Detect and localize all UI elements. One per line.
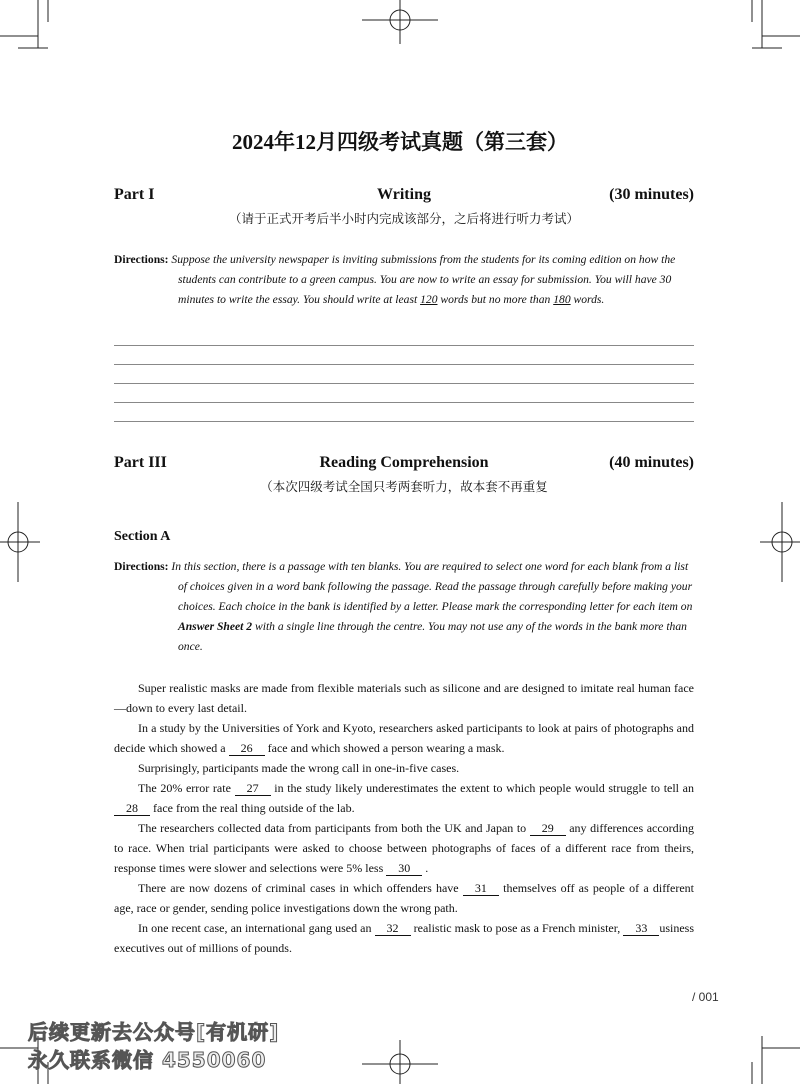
part1-directions bbox=[114, 250, 694, 310]
page-number: / 001 bbox=[692, 990, 719, 1004]
blank-29: 29 bbox=[530, 821, 566, 836]
paragraph-1: Super realistic masks are made from flexible materials such as silicone and are designed to imitate real human face—down to every last detail. bbox=[114, 681, 694, 715]
part1-note: （请于正式开考后半小时内完成该部分，之后将进行听力考试） bbox=[228, 212, 579, 226]
directions-text-a: In this section, there is a passage with ten blanks. You are required to select one word for each blank from a list of choices given in a word bank following the passage. Read the passage through carefully before making your choices. Each choice in the bank is identified by a letter. Please mark the corresponding letter for each item on bbox=[168, 560, 693, 613]
paragraph-2: In a study by the Universities of York and Kyoto, researchers asked participants to look at pairs of photographs and decide which showed a 26 face and which showed a person wearing a mask. bbox=[114, 721, 694, 755]
blank-27: 27 bbox=[235, 781, 271, 796]
watermark-line-1: 后续更新去公众号[有机研] bbox=[28, 1020, 280, 1044]
max-words: 180 bbox=[553, 293, 571, 306]
passage bbox=[114, 678, 694, 958]
directions-text-c: words. bbox=[570, 293, 605, 306]
page-title: 2024年12月四级考试真题（第三套） bbox=[232, 130, 568, 154]
directions-label: Directions: bbox=[114, 253, 169, 266]
paragraph-6: There are now dozens of criminal cases in which offenders have 31 themselves off as people of a different age, race or gender, sending police investigations down the wrong path. bbox=[114, 881, 694, 915]
blank-33: 33 bbox=[623, 921, 659, 936]
paragraph-4: The 20% error rate 27 in the study likely underestimates the extent to which people would struggle to tell an 28 face from the real thing outside of the lab. bbox=[114, 778, 694, 818]
paragraph-3: Surprisingly, participants made the wrong call in one-in-five cases. bbox=[138, 761, 460, 775]
section-a-directions bbox=[114, 557, 694, 657]
watermark-line-2: 永久联系微信 4550060 bbox=[28, 1048, 267, 1072]
part1-label: Part I bbox=[114, 186, 155, 203]
writing-line bbox=[114, 383, 694, 384]
part3-label: Part III bbox=[114, 454, 167, 471]
directions-text-b: words but no more than bbox=[437, 293, 554, 306]
blank-32: 32 bbox=[375, 921, 411, 936]
blank-31: 31 bbox=[463, 881, 499, 896]
directions-text-b: with a single line through the centre. You may not use any of the words in the bank more than once. bbox=[178, 620, 687, 653]
min-words: 120 bbox=[420, 293, 438, 306]
part3-time: (40 minutes) bbox=[609, 454, 694, 471]
part3-header bbox=[114, 454, 694, 476]
part3-note: （本次四级考试全国只考两套听力，故本套不再重复 bbox=[260, 480, 548, 494]
directions-label: Directions: bbox=[114, 560, 169, 573]
part1-header bbox=[114, 186, 694, 208]
part1-name: Writing bbox=[377, 186, 431, 203]
writing-line bbox=[114, 364, 694, 365]
part1-time: (30 minutes) bbox=[609, 186, 694, 203]
writing-line bbox=[114, 421, 694, 422]
directions-text-a: Suppose the university newspaper is inviting submissions from the students for its coming edition on how the students can contribute to a green campus. You are now to write an essay for submission. You will have 30 minutes to write the essay. You should write at least bbox=[168, 253, 676, 306]
writing-line bbox=[114, 402, 694, 403]
writing-line bbox=[114, 345, 694, 346]
paragraph-7: In one recent case, an international gang used an 32 realistic mask to pose as a French minister, 33 usiness executives out of millions of pounds. bbox=[114, 921, 694, 955]
blank-26: 26 bbox=[229, 741, 265, 756]
blank-30: 30 bbox=[386, 861, 422, 876]
blank-28: 28 bbox=[114, 801, 150, 816]
section-a-title: Section A bbox=[114, 529, 171, 544]
paragraph-5: The researchers collected data from participants from both the UK and Japan to 29 any differences according to race. When trial participants were asked to choose between photographs of faces of a different race from theirs, response times were slower and selections were 5% less 30 . bbox=[114, 821, 694, 875]
part3-name: Reading Comprehension bbox=[319, 454, 489, 471]
answer-sheet-ref: Answer Sheet 2 bbox=[178, 620, 253, 633]
